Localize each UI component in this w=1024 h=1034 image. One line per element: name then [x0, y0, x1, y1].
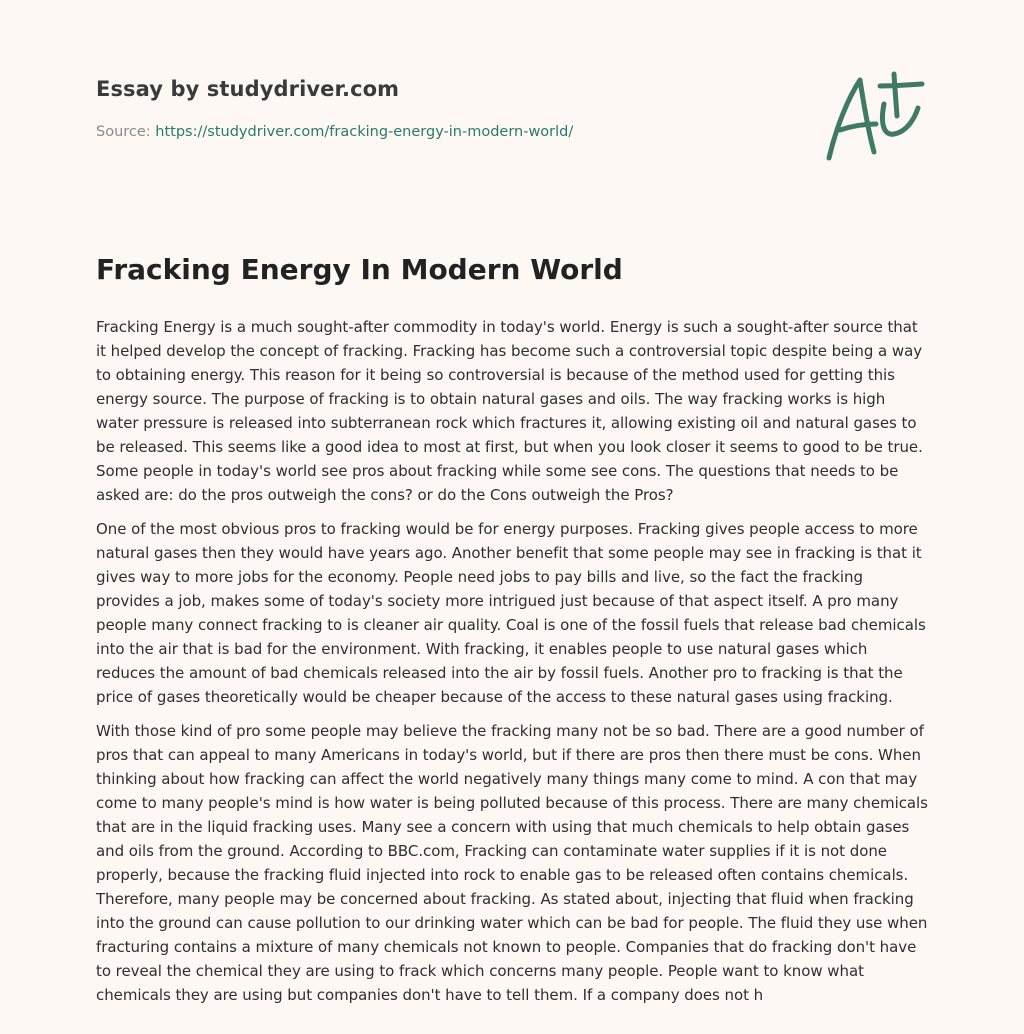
source-line [96, 124, 573, 140]
site-title: Essay by studydriver.com [96, 77, 400, 101]
source-label: Source: [96, 124, 151, 140]
paragraph: Fracking Energy is a much sought-after commodity in today's world. Energy is such a sought-after source that it helped develop the concept of fracking. Fracking has become such a controversial topic despite being a way to obtaining energy. This reason for it being so controversial is because of the method used for getting this energy source. The purpose of fracking is to obtain natural gases and oils. The way fracking works is high water pressure is released into subterranean rock which fractures it, allowing existing oil and natural gases to be released. This seems like a good idea to most at first, but when you look closer it seems to good to be true. Some people in today's world see pros about fracking while some see cons. The questions that needs to be asked are: do the pros outweigh the cons? or do the Cons outweigh the Pros? [96, 318, 923, 504]
source-link[interactable]: https://studydriver.com/fracking-energy-in-modern-world/ [155, 124, 574, 140]
document-title: Fracking Energy In Modern World [96, 253, 623, 286]
paragraph: One of the most obvious pros to fracking would be for energy purposes. Fracking gives people access to more natural gases then they would have years ago. Another benefit that some people may see in fracking is that it gives way to more jobs for the economy. People need jobs to pay bills and live, so the fact the fracking provides a job, makes some of today's society more intrigued just because of that aspect itself. A pro many people many connect fracking to is cleaner air quality. Coal is one of the fossil fuels that release bad chemicals into the air that is bad for the environment. With fracking, it enables people to use natural gases which reduces the amount of bad chemicals released into the air by fossil fuels. Another pro to fracking is that the price of gases theoretically would be cheaper because of the access to these natural gases using fracking. [96, 520, 926, 706]
essay-body [96, 315, 928, 1017]
paragraph: With those kind of pro some people may believe the fracking many not be so bad. There are a good number of pros that can appeal to many Americans in today's world, but if there are pros then there must be cons. When thinking about how fracking can affect the world negatively many things many come to mind. A con that may come to many people's mind is how water is being polluted because of this process. There are many chemicals that are in the liquid fracking uses. Many see a concern with using that much chemicals to help obtain gases and oils from the ground. According to BBC.com, Fracking can contaminate water supplies if it is not done properly, because the fracking fluid injected into rock to enable gas to be released often contains chemicals. Therefore, many people may be concerned about fracking. As stated about, injecting that fluid when fracking into the ground can cause pollution to our drinking water which can be bad for people. The fluid they use when fracturing contains a mixture of many chemicals not known to people. Companies that do fracking don't have to reveal the chemical they are using to frack which concerns many people. People want to know what chemicals they are using but companies don't have to tell them. If a company does not h [96, 722, 928, 1004]
a-plus-grade-icon [822, 68, 926, 164]
